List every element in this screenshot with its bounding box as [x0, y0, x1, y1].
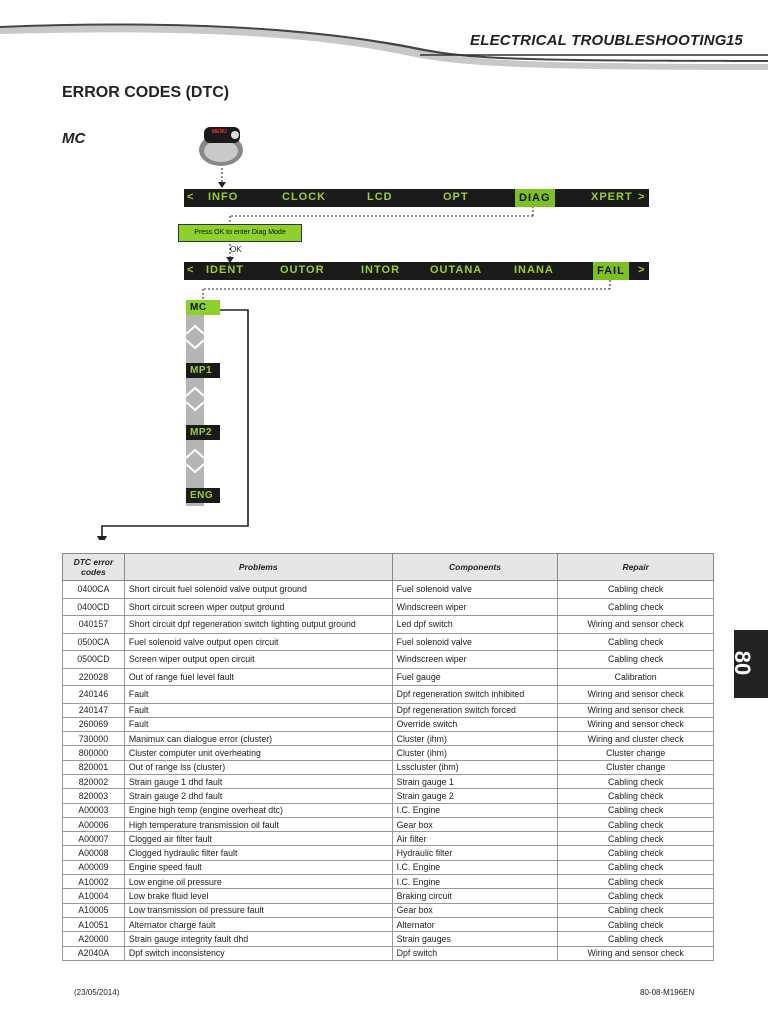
table-row: [63, 889, 714, 903]
menu-item-info[interactable]: INFO: [208, 191, 239, 203]
problem-cell: Fault: [124, 717, 392, 731]
chapter-tab: [730, 630, 768, 698]
repair-cell: Cabling check: [558, 832, 714, 846]
footer-ref: 80-08-M196EN: [640, 988, 695, 997]
menu-item-clock[interactable]: CLOCK: [282, 191, 327, 203]
repair-cell: Cabling check: [558, 789, 714, 803]
component-cell: I.C. Engine: [392, 803, 558, 817]
menu-bar-diag: [184, 262, 649, 280]
problem-cell: Fuel solenoid valve output open circuit: [124, 633, 392, 651]
sub-title: MC: [62, 130, 86, 147]
component-cell: Air filter: [392, 832, 558, 846]
component-cell: Windscreen wiper: [392, 651, 558, 669]
dtc-code-cell: 0500CA: [63, 633, 125, 651]
repair-cell: Wiring and sensor check: [558, 686, 714, 704]
table-row: [63, 598, 714, 616]
header-repair: Repair: [558, 554, 714, 581]
repair-cell: Cabling check: [558, 932, 714, 946]
problem-cell: Short circuit dpf regeneration switch lighting output ground: [124, 616, 392, 634]
table-row: [63, 760, 714, 774]
problem-cell: Short circuit fuel solenoid valve output ground: [124, 581, 392, 599]
dtc-code-cell: 260069: [63, 717, 125, 731]
dtc-code-cell: 240146: [63, 686, 125, 704]
dtc-code-cell: 0400CD: [63, 598, 125, 616]
component-cell: Cluster (ihm): [392, 746, 558, 760]
problem-cell: Low engine oil pressure: [124, 875, 392, 889]
problem-cell: Strain gauge 1 dhd fault: [124, 774, 392, 788]
repair-cell: Cabling check: [558, 598, 714, 616]
repair-cell: Cluster change: [558, 746, 714, 760]
header-dtc: DTC error codes: [63, 554, 125, 581]
dtc-table: [62, 553, 714, 961]
component-cell: Dpf regeneration switch inhibited: [392, 686, 558, 704]
menu-bar-main: [184, 189, 649, 207]
table-row: [63, 703, 714, 717]
dtc-code-cell: 220028: [63, 668, 125, 686]
menu-left-arrow[interactable]: <: [187, 191, 195, 203]
problem-cell: Alternator charge fault: [124, 917, 392, 931]
dtc-code-cell: 820001: [63, 760, 125, 774]
repair-cell: Wiring and cluster check: [558, 732, 714, 746]
problem-cell: Clogged air filter fault: [124, 832, 392, 846]
component-cell: Strain gauges: [392, 932, 558, 946]
problem-cell: Out of range fuel level fault: [124, 668, 392, 686]
diag-prompt: Press OK to enter Diag Mode: [178, 224, 302, 242]
problem-cell: Fault: [124, 686, 392, 704]
component-cell: I.C. Engine: [392, 875, 558, 889]
dtc-code-cell: A10002: [63, 875, 125, 889]
table-row: [63, 832, 714, 846]
repair-cell: Calibration: [558, 668, 714, 686]
diag-right-arrow[interactable]: >: [638, 264, 646, 276]
component-cell: Fuel solenoid valve: [392, 633, 558, 651]
knob-label: MENU: [212, 129, 227, 135]
problem-cell: Short circuit screen wiper output ground: [124, 598, 392, 616]
component-cell: Alternator: [392, 917, 558, 931]
table-body: [63, 581, 714, 961]
dtc-code-cell: 240147: [63, 703, 125, 717]
header-title: ELECTRICAL TROUBLESHOOTING: [470, 32, 727, 49]
page-number: 15: [726, 32, 743, 49]
diag-item-ident[interactable]: IDENT: [206, 264, 244, 276]
table-row: [63, 668, 714, 686]
component-cell: Windscreen wiper: [392, 598, 558, 616]
table-row: [63, 946, 714, 960]
problem-cell: Screen wiper output open circuit: [124, 651, 392, 669]
section-title: ERROR CODES (DTC): [62, 84, 230, 101]
table-row: [63, 875, 714, 889]
footer-date: (23/05/2014): [74, 988, 120, 997]
ok-label: OK: [230, 245, 242, 254]
side-chevrons: [186, 300, 204, 506]
dtc-code-cell: A2040A: [63, 946, 125, 960]
dtc-code-cell: 0500CD: [63, 651, 125, 669]
component-cell: Strain gauge 1: [392, 774, 558, 788]
diag-left-arrow[interactable]: <: [187, 264, 195, 276]
menu-item-opt[interactable]: OPT: [443, 191, 469, 203]
component-cell: Lsscluster (ihm): [392, 760, 558, 774]
dtc-code-cell: A20000: [63, 932, 125, 946]
dtc-code-cell: 0400CA: [63, 581, 125, 599]
component-cell: Gear box: [392, 817, 558, 831]
side-item-eng[interactable]: ENG: [186, 488, 220, 503]
dtc-code-cell: 800000: [63, 746, 125, 760]
header-components: Components: [392, 554, 558, 581]
table-row: [63, 581, 714, 599]
repair-cell: Wiring and sensor check: [558, 946, 714, 960]
diag-item-inana[interactable]: INANA: [514, 264, 554, 276]
repair-cell: Cabling check: [558, 803, 714, 817]
menu-right-arrow[interactable]: >: [638, 191, 646, 203]
repair-cell: Cabling check: [558, 581, 714, 599]
repair-cell: Cabling check: [558, 889, 714, 903]
table-row: [63, 903, 714, 917]
repair-cell: Cabling check: [558, 774, 714, 788]
component-cell: Dpf switch: [392, 946, 558, 960]
table-row: [63, 774, 714, 788]
chapter-tab-label: 80: [730, 650, 756, 676]
table-row: [63, 633, 714, 651]
table-row: [63, 932, 714, 946]
component-cell: Gear box: [392, 903, 558, 917]
problem-cell: High temperature transmission oil fault: [124, 817, 392, 831]
repair-cell: Cabling check: [558, 875, 714, 889]
table-row: [63, 616, 714, 634]
dtc-code-cell: 820002: [63, 774, 125, 788]
table-header-row: [63, 554, 714, 581]
dtc-code-cell: A00003: [63, 803, 125, 817]
problem-cell: Low brake fluid level: [124, 889, 392, 903]
repair-cell: Cabling check: [558, 633, 714, 651]
dtc-code-cell: A00009: [63, 860, 125, 874]
dtc-code-cell: A00007: [63, 832, 125, 846]
menu-item-xpert[interactable]: XPERT: [591, 191, 633, 203]
table-row: [63, 789, 714, 803]
table-row: [63, 817, 714, 831]
repair-cell: Cabling check: [558, 817, 714, 831]
repair-cell: Cabling check: [558, 846, 714, 860]
table-row: [63, 717, 714, 731]
problem-cell: Low transmission oil pressure fault: [124, 903, 392, 917]
table-row: [63, 803, 714, 817]
repair-cell: Cabling check: [558, 917, 714, 931]
dtc-code-cell: 040157: [63, 616, 125, 634]
problem-cell: Manimux can dialogue error (cluster): [124, 732, 392, 746]
component-cell: Dpf regeneration switch forced: [392, 703, 558, 717]
table-row: [63, 917, 714, 931]
problem-cell: Dpf switch inconsistency: [124, 946, 392, 960]
component-cell: Strain gauge 2: [392, 789, 558, 803]
component-cell: Led dpf switch: [392, 616, 558, 634]
diag-item-outor[interactable]: OUTOR: [280, 264, 325, 276]
table-row: [63, 651, 714, 669]
side-item-mp1[interactable]: MP1: [186, 363, 220, 378]
dtc-code-cell: A00006: [63, 817, 125, 831]
diag-item-outana[interactable]: OUTANA: [430, 264, 483, 276]
header-problems: Problems: [124, 554, 392, 581]
side-item-mp2[interactable]: MP2: [186, 425, 220, 440]
repair-cell: Cabling check: [558, 651, 714, 669]
repair-cell: Wiring and sensor check: [558, 703, 714, 717]
dtc-code-cell: A00008: [63, 846, 125, 860]
problem-cell: Engine speed fault: [124, 860, 392, 874]
side-item-mc[interactable]: MC: [186, 300, 220, 315]
dtc-code-cell: 730000: [63, 732, 125, 746]
component-cell: I.C. Engine: [392, 860, 558, 874]
problem-cell: Out of range lss (cluster): [124, 760, 392, 774]
table-row: [63, 686, 714, 704]
component-cell: Fuel solenoid valve: [392, 581, 558, 599]
repair-cell: Wiring and sensor check: [558, 616, 714, 634]
repair-cell: Cabling check: [558, 903, 714, 917]
dtc-code-cell: 820003: [63, 789, 125, 803]
problem-cell: Fault: [124, 703, 392, 717]
repair-cell: Cabling check: [558, 860, 714, 874]
component-cell: Hydraulic filter: [392, 846, 558, 860]
component-cell: Cluster (ihm): [392, 732, 558, 746]
problem-cell: Engine high temp (engine overheat dtc): [124, 803, 392, 817]
problem-cell: Strain gauge 2 dhd fault: [124, 789, 392, 803]
repair-cell: Cluster change: [558, 760, 714, 774]
diag-item-intor[interactable]: INTOR: [361, 264, 401, 276]
menu-item-diag[interactable]: DIAG: [515, 189, 555, 207]
table-row: [63, 746, 714, 760]
problem-cell: Strain gauge integrity fault dhd: [124, 932, 392, 946]
component-cell: Fuel gauge: [392, 668, 558, 686]
component-cell: Braking circuit: [392, 889, 558, 903]
diag-item-fail[interactable]: FAIL: [593, 262, 629, 280]
problem-cell: Cluster computer unit overheating: [124, 746, 392, 760]
problem-cell: Clogged hydraulic filter fault: [124, 846, 392, 860]
component-cell: Override switch: [392, 717, 558, 731]
dtc-code-cell: A10005: [63, 903, 125, 917]
dtc-code-cell: A10051: [63, 917, 125, 931]
menu-item-lcd[interactable]: LCD: [367, 191, 393, 203]
repair-cell: Wiring and sensor check: [558, 717, 714, 731]
table-row: [63, 732, 714, 746]
dtc-code-cell: A10004: [63, 889, 125, 903]
table-row: [63, 860, 714, 874]
table-row: [63, 846, 714, 860]
